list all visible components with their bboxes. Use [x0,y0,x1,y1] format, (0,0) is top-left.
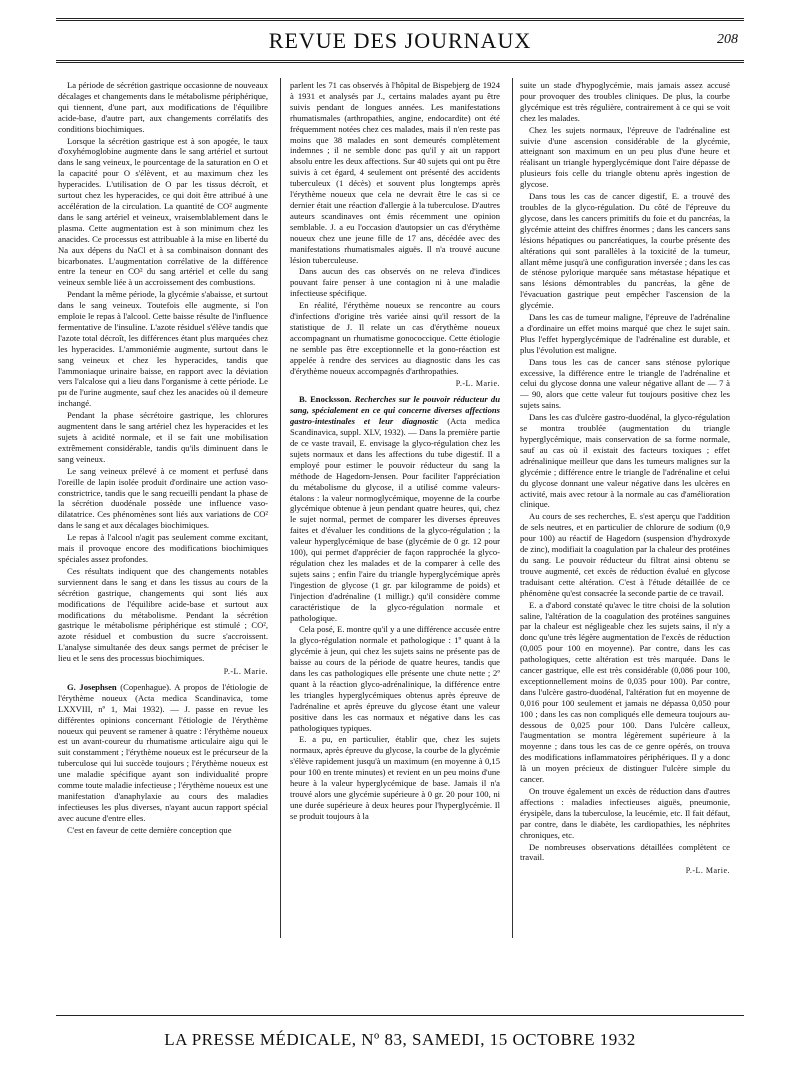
paragraph: Ces résultats indiquent que des changements notables surviennent dans le sang et dans les tissus au cours de la sécrétion gastrique, changements qui sont liés aux modifications de l'équilibre acide-base et surtout aux modifications du métabolisme. Pendant la sécrétion gastrique le métabolisme périphérique est stimulé ; CO², azote résiduel et combustion du sucre s'accroissent. L'analyse simultanée des deux sangs permet de préciser le lieu et le sens des processus biochimiques. [58,565,268,664]
column-separator [280,78,281,938]
article-author: G. Josephsen [67,681,117,692]
paragraph: Dans les cas de tumeur maligne, l'épreuve de l'adrénaline a d'ordinaire un effet moins marqué que chez le sujet sain. Plus l'effet hyperglycémique de l'adrénaline est durable, et plus l'évolution est maligne. [520,312,730,355]
signature: P.-L. Marie. [223,667,268,677]
journal-footer: LA PRESSE MÉDICALE, Nº 83, SAMEDI, 15 OCTOBRE 1932 [164,1030,636,1049]
column-2 [290,80,500,930]
paragraph: Dans aucun des cas observés on ne releva d'indices pouvant faire penser à une contagion ni à une maladie infectieuse spécifique. [290,266,500,299]
paragraph: E. a pu, en particulier, établir que, chez les sujets normaux, après épreuve du glycose, la courbe de la glycémie s'élève rapidement jusqu'à un maximum (en moyenne à 0,15 pour 100 en trente minutes) et revient en un peu moins d'une heure à la valeur hyperglycémique de base. Jamais il n'a trouvé alors une glycémie supérieure à 0 gr. 20 pour 100, ni une durée supérieure à deux heures pour l'hyperglycémie. Il se produit toujours à la [290,734,500,821]
paragraph: Au cours de ses recherches, E. s'est aperçu que l'addition de sels neutres, et en particulier de chlorure de sodium (0,9 pour 100) au réactif de Hagedorn (suspension d'hydroxyde de zinc), modifiait la coagulation par la chaleur des protéines du sang. Le pouvoir réducteur du filtrat ainsi obtenu se trouve augmenté, cet excès de réduction évalué en glycose traduisant cette altération. C'est à l'étude détaillée de ce phénomène qu'est consacrée la seconde partie de ce travail. [520,511,730,598]
header-bottom-rule [56,60,744,63]
article-text: (Copenhague). A propos de l'étiologie de l'érythème noueux (Acta medica Scandinavica, tome LXXVIII, nº 1, Mai 1932). — J. passe en revue les différentes opinions concernant l'étiologie de l'érythème noueux qui peuvent se ramener à quatre : l'érythème noueux est un avant-coureur du rhumatisme articulaire aigu qui le suit constamment ; l'érythème noueux est le précurseur de la tuberculose qui lui succède toujours ; l'érythème noueux est une maladie spécifique ayant son individualité propre comme toute maladie infectieuse ; l'érythème noueux est une manifestation d'anaphylaxie au cours des maladies infectieuses les plus diverses, n'ayant aucun rapport spécial avec aucune d'entre elles. [58,681,268,823]
paragraph: E. a d'abord constaté qu'avec le titre choisi de la solution saline, l'altération de la coagulation des protéines sanguines par la chaleur est négligeable chez les sujets sains, il n'y a donc qu'une très légère augmentation de l'excès de réduction (0,005 pour 100 en moyenne). Par contre, dans les cas pathologiques, cette altération est très marquée. Dans le cancer gastrique, elle est très considérable (0,086 pour 100, exceptionnellement moins de 0,035 pour 100). Par contre, dans l'ulcère gastro-duodénal, l'altération fut en moyenne de 0,016 pour 100 seulement et jamais ne dépassa 0,050 pour 100 ; dans les cas non compliqués elle demeura toujours au-dessous de 0,025 pour 100. Dans l'ulcère calleux, l'augmentation se montra légèrement supérieure à la moyenne ; dans tous les cas de ce genre opérés, on trouva des modifications inflammatoires périphériques. Il y a donc là un moyen précieux de distinguer l'ulcère simple du cancer. [520,599,730,785]
paragraph: De nombreuses observations détaillées complètent ce travail. [520,841,730,863]
column-3 [520,80,730,930]
running-header-title: REVUE DES JOURNAUX [268,28,532,53]
paragraph: Le sang veineux prélevé à ce moment et perfusé dans l'oreille de lapin isolée produit d'ordinaire une action vaso-constrictrice, tandis que le sang recueilli pendant la phase de la sécrétion duodénale possède une influence vaso-dilatatrice. Ces phénomènes sont liés aux variations de CO² dans le sang et aux décalages biochimiques. [58,465,268,531]
paragraph: Chez les sujets normaux, l'épreuve de l'adrénaline est suivie d'une ascension considérable de la glycémie, atteignant son maximum en un peu plus d'une heure et réalisant un triangle hyperglycémique dont l'aire dépasse de plusieurs fois celle du triangle obtenu après ingestion de glycose. [520,124,730,190]
article-author: B. Enocksson. [299,394,352,405]
signature: P.-L. Marie. [685,866,730,876]
paragraph: Dans tous les cas de cancer sans sténose pylorique excessive, la différence entre le triangle de l'adrénaline et celui du glycose donna une valeur négative allant de — 7 à — 90, alors que cette valeur fut toujours positive chez les sujets sains. [520,356,730,411]
page-number: 208 [717,32,738,47]
article-text: (Acta medica Scandinavica, suppl. XLV, 1932). — Dans la première partie de ce vaste travail, E. envisage la glyco-régulation chez les sujets normaux et dans les affections du tube digestif. Il a employé pour estimer le pouvoir réducteur du sang la méthode de Hagedorn-Jensen. Pour faciliter l'appréciation du métabolisme du glycose, il a utilisé comme valeurs-étalons : la valeur normoglycémique, moyenne de la courbe glycémique obtenue à jeun pendant quatre heures, qui, chez le sujet normal, permet de comparer les diverses épreuves faites et d'évaluer les conditions de la glyco-régulation ; la valeur hyperglycémique de base (glycémie de 0 gr. 12 pour 100), qui permet d'apprécier de façon rapprochée la glyco-régulation chez les malades et de la comparer à celle des sujets sains ; enfin l'aire du triangle hyperglycémique après l'ingestion de glycose (1 gr. par kilogramme de poids) et l'injection d'adrénaline (1 milligr.) qu'il considère comme caractéristique de la glyco-régulation normale et pathologique. [290,416,500,623]
paragraph: Dans tous les cas de cancer digestif, E. a trouvé des troubles de la glyco-régulation. Du côté de l'épreuve du glycose, dans les cancers primitifs du foie et du pancréas, la glycémie atteint des chiffres énormes ; dans les cancers sans lésions hépatiques ou pancréatiques, la courbe présente des altérations qui sont parallèles à la toxicité de la tumeur, allant même jusqu'à une configuration inversée ; dans les cas de sténose pylorique marquée sans métastase hépatique et sans lésions démontrables du pancréas, la gêne de l'évacuation gastrique peut empêcher l'ascension de la glycémie. [520,191,730,311]
paragraph: Dans les cas d'ulcère gastro-duodénal, la glyco-régulation se montra troublée (augmentation du triangle hyperglycémique, mais conservation de sa forme normale, sauf au cas où il existait des facteurs toxiques ; effet adrénalinique meilleur que dans les tumeurs malignes sur la glycémie ; différence entre le triangle de l'adrénaline et celui du glycose donnant une valeur négative dans les ulcères en activité, mais avec retour à la normale au cas d'amélioration clinique. [520,412,730,510]
paragraph: C'est en faveur de cette dernière conception que [67,824,232,835]
column-separator [512,78,513,938]
article-heading-paragraph [290,394,500,623]
signature: P.-L. Marie. [455,379,500,389]
paragraph: parlent les 71 cas observés à l'hôpital de Bispebjerg de 1924 à 1931 et analysés par J., certains malades ayant pu être suivis pendant de longues années. Les manifestations rhumatismales (arthropathies, angine, endocardite) ont été fréquemment notées chez ces malades, mais il n'en reste pas moins que 38 malades en sont demeurés complètement indemnes ; il ne semble donc pas qu'il y ait un rapport absolu entre les deux affections. Sur 40 sujets qui ont pu être suivis à cet égard, 4 seulement ont présenté des accidents tuberculeux (1 décès) et souvent plus longtemps après l'érythème noueux que cela ne devrait être le cas si ce dernier était une réaction d'allergie à la tuberculose. D'autres auteurs scandinaves ont émis récemment une opinion semblable. J. a eu l'occasion d'autopsier un cas d'érythème noueux chez une jeune fille de 17 ans, décédée avec des manifestations rhumatismales aiguës. Il n'a trouvé aucune lésion tuberculeuse. [290,80,500,265]
paragraph: Pendant la même période, la glycémie s'abaisse, et surtout dans le sang veineux. Toutefois elle augmente, si l'on emploie le repas à l'alcool. Cette baisse résulte de l'influence fermentative de l'insuline. L'azote résiduel s'élève tandis que l'azote total décroît, les différences étant plus marquées chez les hyperacides. L'ammoniémie augmente, surtout dans le sang veineux et chez les hyperacides, tandis que l'ammoniaque urinaire baisse, en rapport avec la déviation vers l'alcalose qui a lieu dans l'organisme à cette période. Le pн de l'urine augmente, sauf chez les anacides où il demeure inchangé. [58,289,268,409]
paragraph: La période de sécrétion gastrique occasionne de nouveaux décalages et changements dans le métabolisme périphérique, qui tiennent, d'une part, aux modifications de l'équilibre acide-base, d'autre part, aux changements corrélatifs des conditions biochimiques. [58,80,268,134]
footer-rule [56,1015,744,1016]
paragraph: On trouve également un excès de réduction dans d'autres affections : maladies infectieuses aiguës, pneumonie, érysipèle, dans la tuberculose, la leucémie, etc. Il fait défaut, par contre, dans le diabète, les cardiopathies, les néphrites chroniques, etc. [520,786,730,840]
paragraph: Cela posé, E. montre qu'il y a une différence accusée entre la glyco-régulation normale et pathologique : 1º quant à la glycémie à jeun, qui chez les sujets sains ne présente pas de baisse au cours de la période de quatre heures, tandis que dans les cas pathologiques elle présente une chute nette ; 2º quant à la réaction glyco-adrénalinique, la différence entre les triangles hyperglycémiques obtenus après épreuve de l'adrénaline et après épreuve du glycose étant une valeur positive dans les cas normaux et négative dans les cas pathologiques typiques. [290,624,500,733]
paragraph: Le repas à l'alcool n'agit pas seulement comme excitant, mais il provoque encore des modifications biochimiques spéciales assez profondes. [58,532,268,564]
column-1 [58,80,268,930]
paragraph: Pendant la phase sécrétoire gastrique, les chlorures augmentent dans le sang artériel chez les hyperacides et les sujets à acidité normale, et il se fait une mobilisation extrêmement considérable, tandis qu'ils diminuent dans le sang veineux. [58,410,268,464]
article-title: Recherches sur le pouvoir réducteur du sang, spécialement en ce qui concerne diverses affections gastro-intestinales et leur diagnostic [290,394,500,427]
paragraph: suite un stade d'hypoglycémie, mais jamais assez accusé pour provoquer des troubles cliniques. De plus, la courbe glycémique est très régulière, contrairement à ce qui se voit chez les malades. [520,80,730,123]
paragraph: En réalité, l'érythème noueux se rencontre au cours d'infections d'origine très variée ainsi qu'il ressort de la statistique de J. Il relate un cas d'érythème noueux accompagnant un rhumatisme gonococcique. Cette étiologie ne semble pas être exceptionnelle et la gono-réaction est appelée à rendre des services au diagnostic dans les cas d'érythème noueux accompagnés d'arthropathies. [290,300,500,376]
article-heading-paragraph [58,682,268,824]
header-top-rule [56,18,744,21]
paragraph: Lorsque la sécrétion gastrique est à son apogée, le taux d'oxyhémoglobine augmente dans le sang artériel et surtout dans le sang veineux, le pourcentage de la saturation en O et la capacité pour O s'élèvent, et au maximum chez les hyperacides. L'utilisation de O par les tissus décroît, et surtout chez les hyperacides, ce qui doit être attribué à une accélération de la circulation. La quantité de CO² augmente dans le sang artériel et veineux, vraisemblablement dans le plasma. Cette augmentation est à son minimum chez les anacides. Ce processus est attribuable à la mise en liberté du Na aux dépens du NaCl et à sa combinaison donnant des bicarbonates. L'augmentation corrélative de la différence entre la teneur en CO² du sang artériel et celle du sang veineux semble liée à un accroissement des combustions. [58,135,268,288]
